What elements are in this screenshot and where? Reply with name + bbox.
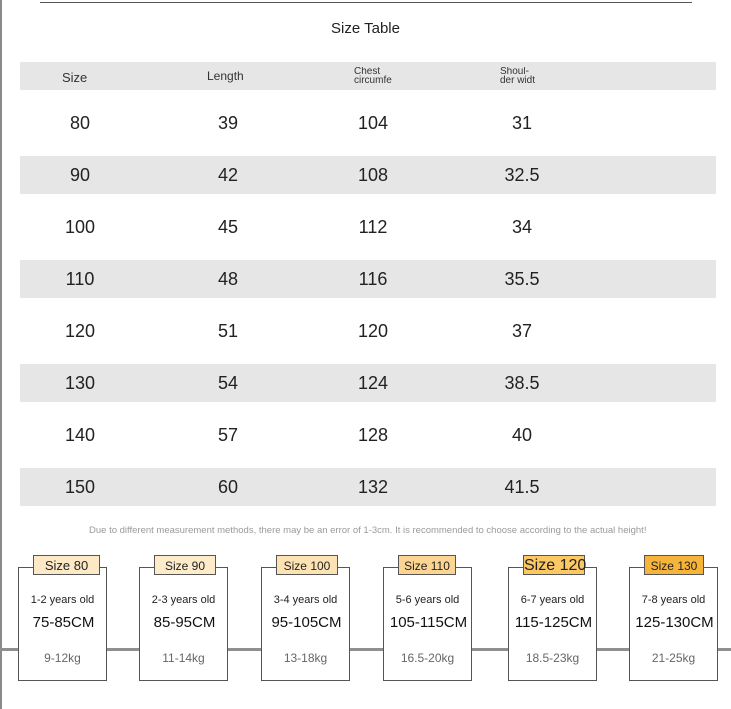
cell-chest: 116 bbox=[358, 269, 388, 289]
size-guide-card bbox=[383, 567, 472, 681]
height-range: 125-130CM bbox=[635, 614, 714, 631]
table-header bbox=[20, 62, 716, 90]
table-row bbox=[20, 312, 716, 350]
size-guide-card bbox=[629, 567, 718, 681]
age-range: 3-4 years old bbox=[273, 594, 338, 606]
size-tag: Size 120 bbox=[524, 557, 587, 574]
table-row bbox=[20, 156, 716, 194]
cell-length: 48 bbox=[217, 269, 239, 289]
table-row bbox=[20, 468, 716, 506]
weight-range: 21-25kg bbox=[651, 651, 696, 665]
size-guide-card bbox=[508, 567, 597, 681]
size-guide-card bbox=[261, 567, 350, 681]
cell-length: 45 bbox=[217, 217, 239, 237]
size-tag: Size 90 bbox=[154, 555, 216, 575]
cell-length: 60 bbox=[217, 477, 239, 497]
height-range: 95-105CM bbox=[271, 614, 342, 631]
cell-chest: 128 bbox=[357, 425, 389, 445]
cell-length: 54 bbox=[217, 373, 239, 393]
cell-size: 90 bbox=[69, 165, 91, 185]
header-size: Size bbox=[62, 70, 88, 85]
weight-range: 18.5-23kg bbox=[525, 651, 580, 665]
cell-shoulder: 38.5 bbox=[504, 373, 540, 393]
cell-size: 120 bbox=[64, 321, 96, 341]
cell-length: 42 bbox=[217, 165, 239, 185]
table-row bbox=[20, 208, 716, 246]
size-guide-card bbox=[139, 567, 228, 681]
weight-range: 13-18kg bbox=[283, 651, 328, 665]
cell-size: 80 bbox=[69, 113, 91, 133]
cell-chest: 120 bbox=[357, 321, 389, 341]
page-title: Size Table bbox=[331, 20, 400, 37]
size-guide-card bbox=[18, 567, 107, 681]
measurement-note: Due to different measurement methods, there may be an error of 1-3cm. It is recommended to choose according to the actual height! bbox=[89, 525, 647, 536]
cell-size: 130 bbox=[64, 373, 96, 393]
top-divider bbox=[40, 2, 692, 3]
cell-shoulder: 40 bbox=[511, 425, 533, 445]
height-range: 75-85CM bbox=[32, 614, 95, 631]
size-tag: Size 100 bbox=[276, 555, 338, 575]
size-table bbox=[20, 62, 716, 506]
cell-length: 57 bbox=[217, 425, 239, 445]
age-range: 7-8 years old bbox=[641, 594, 706, 606]
height-range: 85-95CM bbox=[153, 614, 216, 631]
table-row bbox=[20, 364, 716, 402]
guide-track bbox=[0, 648, 731, 651]
cell-chest: 124 bbox=[357, 373, 389, 393]
table-row bbox=[20, 416, 716, 454]
height-range: 105-115CM bbox=[389, 614, 468, 631]
cell-chest: 132 bbox=[357, 477, 389, 497]
cell-chest: 108 bbox=[357, 165, 389, 185]
weight-range: 9-12kg bbox=[44, 651, 81, 665]
cell-shoulder: 37 bbox=[511, 321, 533, 341]
cell-length: 39 bbox=[217, 113, 239, 133]
age-range: 2-3 years old bbox=[151, 594, 216, 606]
table-row bbox=[20, 104, 716, 142]
size-tag: Size 80 bbox=[33, 555, 100, 575]
cell-size: 150 bbox=[64, 477, 96, 497]
height-range: 115-125CM bbox=[514, 614, 593, 631]
cell-shoulder: 32.5 bbox=[504, 165, 540, 185]
table-row bbox=[20, 260, 716, 298]
size-tag: Size 110 bbox=[398, 555, 456, 575]
cell-size: 110 bbox=[65, 269, 95, 289]
age-range: 6-7 years old bbox=[520, 594, 585, 606]
cell-size: 100 bbox=[64, 217, 96, 237]
cell-chest: 112 bbox=[358, 217, 388, 237]
age-range: 5-6 years old bbox=[395, 594, 460, 606]
page-left-border bbox=[0, 0, 2, 709]
cell-size: 140 bbox=[64, 425, 96, 445]
header-chest: Chest circumfe bbox=[354, 67, 392, 86]
cell-chest: 104 bbox=[357, 113, 389, 133]
cell-shoulder: 31 bbox=[511, 113, 533, 133]
header-length: Length bbox=[207, 69, 244, 83]
cell-shoulder: 41.5 bbox=[504, 477, 540, 497]
cell-shoulder: 35.5 bbox=[504, 269, 540, 289]
cell-shoulder: 34 bbox=[511, 217, 533, 237]
weight-range: 16.5-20kg bbox=[400, 651, 455, 665]
header-shoulder: Shoul- der widt bbox=[500, 67, 536, 86]
weight-range: 11-14kg bbox=[162, 651, 205, 665]
age-range: 1-2 years old bbox=[30, 594, 95, 606]
size-tag: Size 130 bbox=[644, 555, 704, 575]
cell-length: 51 bbox=[217, 321, 239, 341]
